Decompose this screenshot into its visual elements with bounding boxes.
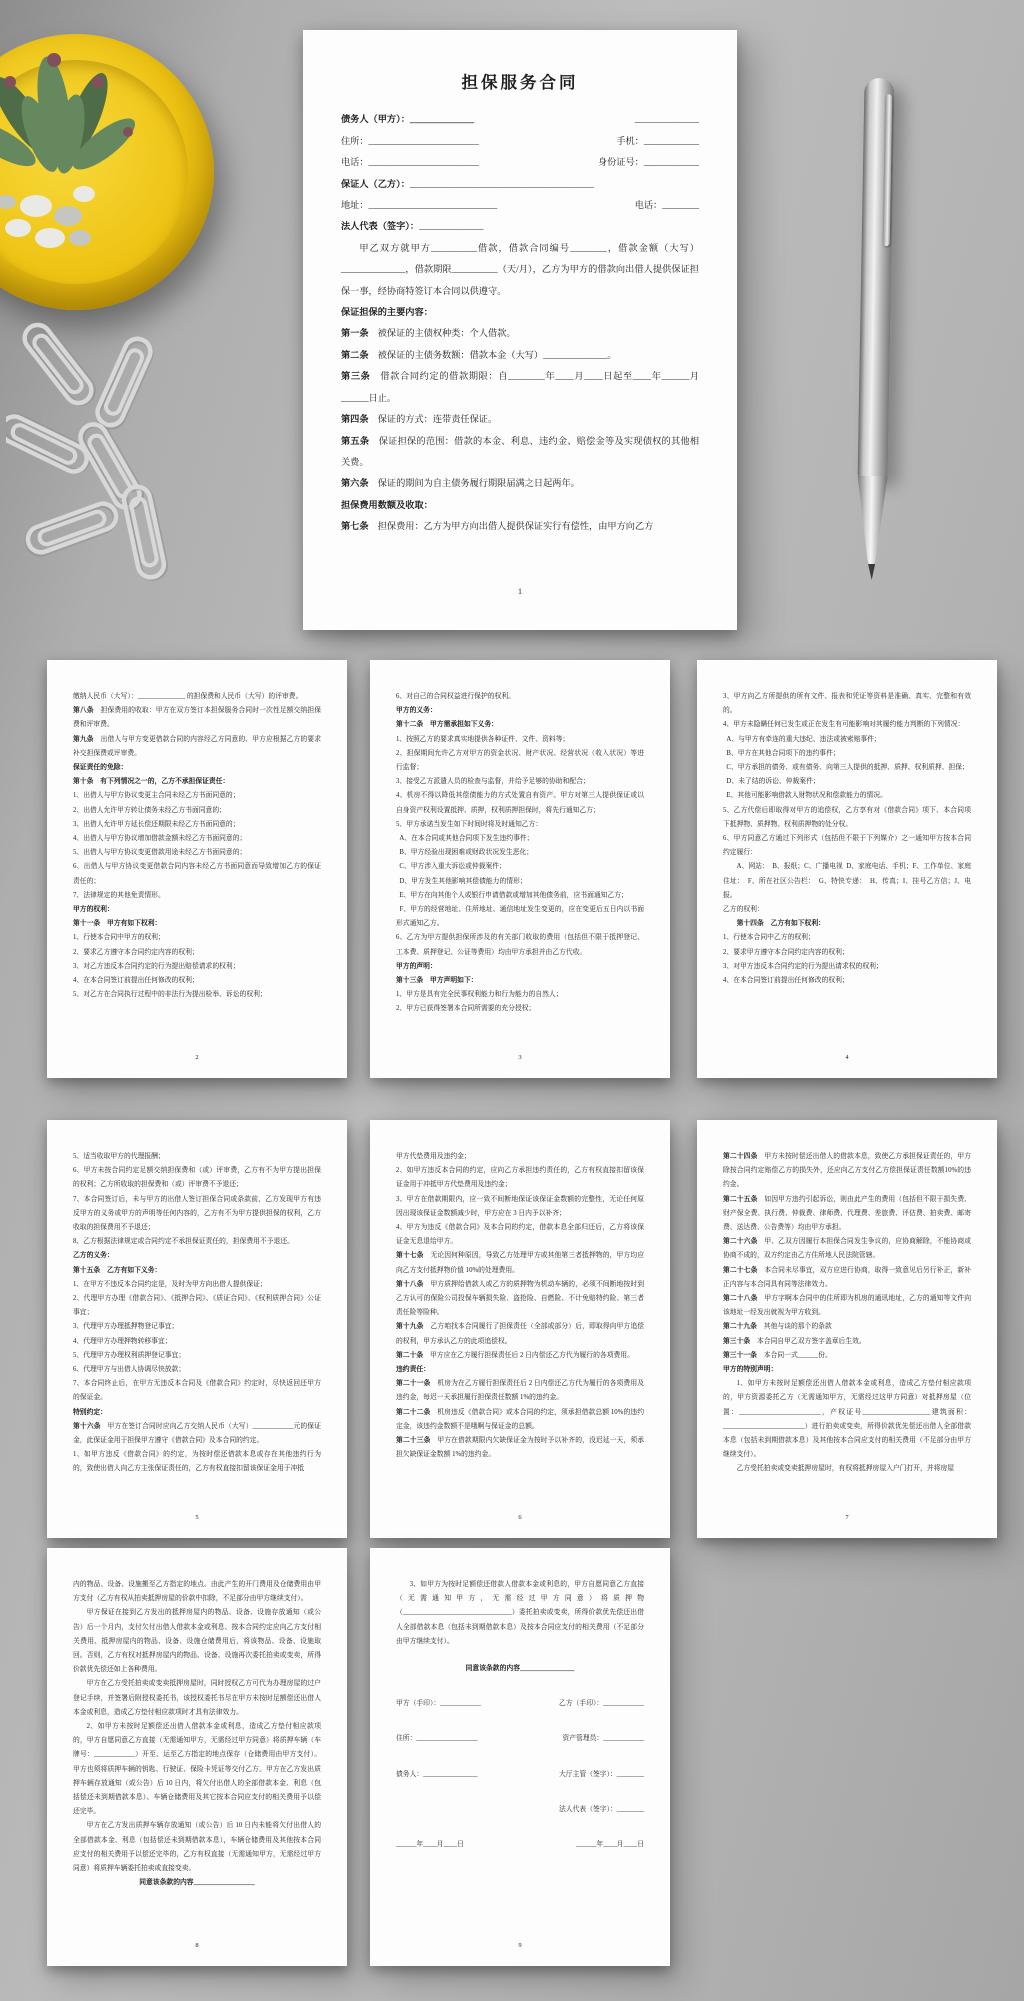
doc-line: 1、出借人与甲方协议变更主合同未经乙方书面同意的； [73, 792, 240, 800]
doc-line: 同意该条款的内容________________ [465, 1665, 575, 1673]
doc-line: D、甲方发生其他影响其偿债能力的情形； [396, 877, 527, 885]
doc-line: 第二十七条 本合同未尽事宜，双方应进行协商，取得一致意见后另行补正，新补正内容与本合同具有同等法律效力。 [723, 1266, 972, 1288]
contract-page-3 [370, 660, 670, 1078]
page-number: 7 [845, 1513, 849, 1521]
doc-line: 4、在本合同签订前提出任何修改的权利； [73, 977, 199, 985]
doc-line: 1、按照乙方的要求真实地提供各种证件、文件、资料等； [396, 735, 570, 743]
doc-line: 7、法律规定的其他免责情形。 [73, 891, 165, 899]
doc-line: 法人代表（签字）：________ [559, 1805, 644, 1813]
doc-line: 1、甲方是具有完全民事权利能力和行为能力的自然人； [396, 991, 563, 999]
doc-line: 第二十五条 如因甲方违约引起诉讼，则由此产生的费用（包括但不限于损失费、财产保全费、执行费、仲裁费、律师费、代理费、差旅费、评估费、拍卖费、邮寄费、送达费、公告费等）均由甲方承担。 [723, 1195, 972, 1232]
doc-line: ______年____月____日 ______年____月____日 [396, 1841, 644, 1849]
page-body [396, 690, 644, 1017]
doc-line: 第二十四条 甲方未按时偿还出借人的借款本息，致使乙方承担保证责任的，甲方除按合同约定赔偿乙方的损失外，还应向乙方支付乙方偿担保证责任数额10%的违约金。 [723, 1153, 972, 1189]
page-body [341, 109, 699, 537]
doc-line: 法人代表（签字）：______________ [341, 221, 484, 232]
doc-line: A、网站： B、报纸；C、广播电视 D、家庭电话、手机；F、工作单位、家庭住址： F、所在社区公告栏： G、特快专递： H、传真；I、挂号乙方信；J、电报。 [723, 863, 971, 899]
doc-line: 2、要求乙方遵守本合同约定内容的权利； [73, 948, 199, 956]
doc-line: 甲方的特别声明： [723, 1366, 778, 1374]
doc-line: 第二十一条 机房为在乙方履行担保责任后 2 日内偿还乙方代为履行的各项费用及违约金，每迟一天承担履行担保责任数额 1%的违约金。 [396, 1380, 645, 1402]
contract-page-4 [697, 660, 997, 1078]
doc-line: 5、乙方代偿后即取得对甲方的追偿权，乙方享有对《借款合同》项下、本合同项下抵押物、质押物、权利质押物的处分权。 [723, 806, 971, 828]
doc-line: 第十二条 甲方需承担如下义务： [396, 721, 498, 729]
page-body [73, 1150, 321, 1477]
doc-line: 2、如甲方违反本合同的约定，应向乙方承担违约责任的，乙方有权直接扣留该保证金用于冲抵甲方代垫费用及违约金； [396, 1167, 644, 1189]
doc-line: 3、出借人允许甲方延长偿还期限未经乙方书面同意的； [73, 820, 240, 828]
doc-line: F、甲方的经营地址、住所地址、通信地址发生变更的，应在变更后五日内以书面形式通知乙方。 [396, 906, 644, 928]
doc-line: 内的物品、设备、设施搬至乙方指定的地点。由此产生的开门费用及仓储费用由甲方支付（乙方有权从拍卖抵押房屋的价款中扣除，不足部分由甲方继续支付）。 [73, 1581, 321, 1603]
doc-line: 3、接受乙方派遣人员的检查与监督，并给予足够的协助和配合； [396, 778, 590, 786]
doc-line: 第三十一条 本合同一式______份。 [723, 1351, 832, 1359]
doc-line: 第十八条 甲方质押给借款人或乙方的质押物为机动车辆的，必须不间断地按时到乙方认可的保险公司投保车辆损失险、盗抢险、自燃险、不计免赔特约险、第三者责任险等险种。 [396, 1280, 645, 1317]
doc-line: 第十九条 乙方咱找本合同履行了担保责任（全部或部分）后，即取得向甲方追偿的权利，甲方承认乙方的此项追偿权。 [396, 1323, 645, 1345]
doc-line: B、甲方经验出现困难或财政状况发生恶化； [396, 849, 534, 857]
doc-line: 第七条 担保费用：乙方为甲方向出借人提供保证实行有偿性，由甲方向乙方 [341, 521, 654, 532]
doc-line: 4、在本合同签订前提出任何修改的权利； [723, 977, 849, 985]
doc-line: 第十三条 甲方声明如下： [396, 977, 478, 985]
page-number: 1 [518, 586, 522, 596]
doc-line: 第十四条 乙方有如下权利： [736, 920, 825, 928]
doc-line: 3、对甲方违反本合同约定的行为提出请求权的权利； [723, 962, 883, 970]
doc-line: 乙方受托拍卖或变卖抵押房屋时，有权将抵押房屋入户门打开，并将房屋 [736, 1465, 955, 1473]
doc-line: 3、代理甲方办理抵押物登记事宜； [73, 1323, 179, 1331]
doc-line: B、甲方在其他合同项下的违约事件； [723, 749, 840, 757]
doc-line: 乙方的权利： [723, 906, 764, 914]
doc-line: 第一条 被保证的主债权种类：个人借款。 [341, 328, 516, 339]
doc-line: 第二十条 甲方应在乙方履行担保责任后 2 日内偿还乙方代为履行的各项费用。 [396, 1351, 634, 1359]
doc-line: 电话：________________________ 身份证号：____________ [341, 157, 699, 168]
page-body [723, 690, 971, 988]
doc-line: 保证担保的主要内容： [341, 307, 433, 318]
doc-line: 甲方在乙方发出质押车辆存放通知（或公告）后 10 日内未能将欠付出借人的全部借款本金、利息（包括偿还未到期借款本息），车辆仓储费用及其他按本合同应支付的相关费用予以偿还完毕的，乙方有权直接（无需通知甲方，无需经过甲方同意）将质押车辆委托拍卖或直接变卖。 [73, 1822, 321, 1873]
doc-line: 债务人：________________ 大厅主管（签字）：________ [396, 1770, 644, 1778]
doc-line: C、甲方承担的债务、或有债务、向第三人提供的抵押、质押、权利质押、担保； [723, 764, 969, 772]
page-number: 2 [195, 1053, 199, 1061]
doc-line: C、甲方涉入重大诉讼或仲裁案件； [396, 863, 506, 871]
doc-line: 特别约定： [73, 1408, 107, 1416]
doc-line: D、未了结的诉讼、仲裁案件； [723, 778, 820, 786]
doc-line: 3、如甲方为按时足额偿还借款人借款本金或利息的，甲方自愿同意乙方直接（无需通知甲方，无需经过甲方同意）将质押物（________________________________）委托拍卖或变卖，所得价款优先偿还出借人全部借款本息（包括未到期借款本息）及按本合同应支付的相关费用（不足部分由甲方继续支付）。 [396, 1581, 644, 1645]
doc-line: 住所：________________________ 手机：____________ [341, 135, 699, 146]
doc-line: 第二十六条 甲、乙双方因履行本担保合同发生争议的，应协商解除，不能协商或协商不成的，双方约定由乙方住所地人民法院管辖。 [723, 1238, 972, 1260]
doc-line: 第八条 担保费用的收取：甲方在双方签订本担保服务合同时一次性足额交纳担保费和评审费。 [73, 707, 322, 729]
doc-line: 保证人（乙方）：________________________________________ [341, 178, 594, 189]
doc-line: 第二十二条 机房违反《借款合同》或本合同的约定，须承担借款总额 10%的违约定金，该违约金数额不是哦啊与保证金的总额。 [396, 1408, 644, 1430]
doc-line: 5、对乙方在合同执行过程中的非法行为提出检举、诉讼的权利； [73, 991, 267, 999]
doc-line: 第二十九条 其他与谈的那个的条款 [723, 1323, 832, 1331]
doc-line: 第十一条 甲方有如下权利： [73, 920, 162, 928]
doc-line: A、与甲方有牵连的重大违纪、违法或被索赔事件； [723, 735, 881, 743]
doc-line: 2、代理甲方办理《借款合同》、《抵押合同》、《质证合同》、《权利质押合同》公证事宜； [73, 1295, 321, 1317]
doc-line: 住所：__________________ 资产管理员：____________ [396, 1735, 644, 1743]
doc-line: 6、代理甲方与出借人协调尽快放款； [73, 1366, 186, 1374]
doc-line: 同意该条款的内容__________________ [139, 1879, 255, 1887]
doc-line: 1、如甲方未按时足额偿还出借人借款本金或利息，造成乙方垫付相应款项的，甲方资源委托乙方（无需通知甲方，无需经过这甲方同意）对抵押房屋（位置：________________________，产权证号____________________建筑面积：________________________）进行拍卖或变卖，所得价款优先偿还出借人全部借款本息（包括未到期借款本息）及其他按本合同应支付的相关费用（不足部分由甲方继续支付）。 [723, 1380, 971, 1459]
doc-line: 甲方代垫费用及违约金； [396, 1153, 471, 1160]
doc-line: 1、行使本合同中甲方的权利； [73, 934, 165, 942]
doc-line: 甲方的义务： [396, 707, 437, 715]
page-number: 4 [845, 1053, 849, 1061]
doc-line: 3、甲方在借款期限内，应一致不间断地保证该保证金数额的完整性，无论任何原因出现该保证金数额减少时，甲方应在 3 日内予以补齐； [396, 1195, 644, 1217]
doc-line: 甲方的权利： [73, 906, 114, 914]
doc-line: 3、对乙方违反本合同约定的行为提出赔偿请求的权利； [73, 962, 240, 970]
doc-line: 第二条 被保证的主债务数额：借款本金（大写）______________。 [341, 349, 617, 360]
page-body [723, 1150, 971, 1477]
doc-line: 甲方的声明： [396, 962, 437, 970]
doc-line: 2、出借人允许甲方转让债务未经乙方书面同意的； [73, 806, 226, 814]
succulent-plant-icon [0, 16, 178, 276]
doc-line: 5、适当收取甲方的代理报酬； [73, 1153, 165, 1160]
doc-line: 甲方保证在接到乙方发出的抵押房屋内的物品、设备、设施存放通知（或公告）后一个月内，支付欠付出借人借款本金或利息、按本合同约定应向乙方支付相关费用、抵押房屋内的物品、设备、设施仓储费用后，将该物品、设备、设施取回。否则，乙方有权对抵押房屋内的物品、设备、设施再次委托拍卖或变卖，所得价款优先偿还如上各种费用。 [73, 1609, 321, 1674]
silver-pen [851, 78, 900, 604]
doc-line: 第九条 出借人与甲方变更借款合同的内容经乙方同意的、甲方应根据乙方的要求补交担保费或评审费。 [73, 735, 322, 757]
doc-line: 保证责任的免除： [73, 764, 128, 772]
contract-page-6 [370, 1120, 670, 1538]
doc-line: 4、甲方为违反《借款合同》及本合同的约定，借款本息全部归还后，乙方将该保证金无息退给甲方。 [396, 1224, 644, 1246]
doc-line: 第五条 保证担保的范围：借款的本金、利息、违约金、赔偿金等及实现债权的其他相关费。 [341, 435, 700, 467]
contract-page-5 [47, 1120, 347, 1538]
pen-tip [868, 564, 875, 580]
doc-line: 第十条 有下列情况之一的，乙方不承担保证责任： [73, 778, 230, 786]
doc-line: 第六条 保证的期间为自主债务履行期限届满之日起两年。 [341, 478, 580, 489]
doc-line: 第三条 借款合同约定的借款期限：自________年____月____日起至____年______月______日止。 [341, 371, 700, 403]
contract-page-2 [47, 660, 347, 1078]
doc-line: 违约责任： [396, 1366, 430, 1374]
page-number: 6 [518, 1513, 522, 1521]
doc-line: 2、甲方已获得签署本合同所需要的充分授权； [396, 1005, 536, 1013]
doc-line: 第十七条 无论因何种原因，导致乙方处理甲方或其他第三者抵押物的，甲方均应向乙方支付抵押物价值 10%的处理费用。 [396, 1252, 645, 1274]
contract-page-8 [47, 1548, 347, 1966]
doc-line: 1、在甲方不违反本合同约定是，及时为甲方向出借人提供保证； [73, 1280, 267, 1288]
page-body [396, 1150, 644, 1462]
page-body [73, 1578, 321, 1890]
doc-line: 地址：____________________________ 电话：________ [341, 200, 699, 211]
doc-line: 4、甲方未隐瞒任何已发生或正在发生有可能影响对其履约能力判断的下列情况： [723, 721, 965, 729]
contract-page-7 [697, 1120, 997, 1538]
doc-line: E、其他可能影响借款人财物状况和偿款能力的情况。 [723, 792, 887, 800]
page-title: 担保服务合同 [461, 73, 579, 92]
doc-line: E、甲方在向其他个人或银行申请借款或增加其他债务前，应书面通知乙方； [396, 891, 628, 899]
doc-line: 5、出借人与甲方协议变更借款用途未经乙方书面同意的； [73, 849, 247, 857]
doc-line: 5、甲方承诺当发生如下时间时将及时通知乙方： [396, 820, 543, 828]
page-number: 9 [518, 1941, 522, 1949]
doc-line: 5、代理甲方办理权利质押登记事宜； [73, 1351, 186, 1359]
doc-line: 乙方的义务： [73, 1252, 114, 1260]
doc-line: 4、机房不得以降低其偿债能力的方式处置自有资产。甲方对第三人提供保证或以自身资产权利设置抵押、质押，权利质押担保时，将先行通知乙方； [396, 792, 644, 814]
doc-line: 4、出借人与甲方协议增加借款金额未经乙方书面同意的； [73, 835, 247, 843]
page-body [73, 690, 321, 1002]
doc-line: 第二十八条 甲方字啊本合同中的住所即为机房的通讯地址，乙方的通知等文件向该地址一经发出就视为甲方收到。 [723, 1295, 972, 1317]
doc-line: 甲方在乙方受托拍卖或变卖抵押房屋时，同时授权乙方可代为办理房屋的过户登记手续，并签署后附授权委托书，该授权委托书尽在甲方未按时足额偿还出借人本金或利息，造成乙方垫付相应款项时才具有法律效力。 [73, 1680, 321, 1716]
doc-line: 1、如甲方违反《借款合同》的约定，为按时偿还借款本息或存在其他违约行为的，致使出借人向乙方主张保证责任的，乙方有权直接扣留该保证金用于冲抵 [73, 1451, 321, 1473]
doc-line: 2、如甲方未按时足额偿还出借人借款本金或利息，造成乙方垫付相应款项的，甲方自愿同意乙方直接（无需通知甲方，无需经过甲方同意）将质押车辆（车牌号：____________）开至、运至乙方指定的地点保存（仓储费用由甲方支付）。甲方也须将质押车辆的钥匙、行驶证、保险卡凭证等交付乙方。甲方在乙方发出质押车辆存放通知（或公告）后 10 日内，将欠付出借人的全部借款本金、利息（包括偿还未到期借款本息）、车辆仓储费用及其它按本合同应支付的相关费用予以偿还完毕。 [73, 1723, 321, 1816]
doc-line: 3、甲方向乙方所提供的所有文件、报表和凭证等资料是准确、真实、完整和有效的。 [723, 693, 971, 715]
contract-page-9 [370, 1548, 670, 1966]
pen-nose-cone [856, 476, 888, 573]
doc-line: 7、本合同终止后，在甲方无违反本合同及《借款合同》约定时，尽快返回还甲方的保证金。 [73, 1380, 321, 1402]
doc-line: 6、乙方为甲方提供担保所涉及的有关部门收取的费用（包括但不限于抵押登记、工本费、质押登记、公证等费用）均由甲方承担并由乙方代收。 [396, 934, 644, 956]
doc-line: 7、本合同签订后，未与甲方的出借人签订担保合同或条款前，乙方发现甲方有违反甲方的义务或甲方的声明等任何内容的，乙方有不为甲方提供担保的权利，乙方收取的担保费用不予退还； [73, 1195, 321, 1232]
doc-line: 第二十三条 甲方在借款期限内欠缺保证金为按时予以补齐的，没迟延一天，须承担欠缺保证金数额 1%的违约金。 [396, 1437, 645, 1459]
doc-line: 6、甲方未按合同约定足额交纳担保费和（或）评审费，乙方有不为甲方提出担保的权利；乙方所收取的担保费和（或）评审费不予退还； [73, 1167, 321, 1189]
paper-clips-icon [6, 316, 196, 586]
doc-line: 缴纳人民币（大写）：______________ 的担保费和人民币（大写）的评审费。 [73, 693, 303, 700]
doc-line: 第三十条 本合同自甲乙双方签字盖章后生效。 [723, 1337, 866, 1345]
page-body [396, 1578, 644, 1852]
doc-line: 1、行使本合同中乙方的权利； [723, 934, 815, 942]
doc-line: 2、担保期间允许乙方对甲方的资金状况、财产状况、经营状况（收入状况）等进行监督； [396, 749, 644, 772]
doc-line: 第十六条 甲方在签订合同时应向乙方交纳人民币（大写）____________元的保证金，此保证金用于担保甲方遵守《借款合同》及本合同的约定。 [73, 1422, 322, 1445]
doc-line: 4、代理甲方办理押物转移事宜； [73, 1337, 172, 1345]
doc-line: 6、甲方同意乙方通过下列形式（包括但不限于下列媒介）之一通知甲方按本合同约定履行： [723, 835, 971, 857]
doc-line: 第十五条 乙方有如下义务： [73, 1266, 162, 1274]
doc-line: 6、对自己的合同权益进行保护的权利。 [396, 693, 515, 700]
doc-line: 2、要求甲方遵守本合同约定内容的权利； [723, 948, 849, 956]
page-number: 5 [195, 1513, 199, 1521]
contract-page-1 [303, 30, 737, 630]
doc-line: A、在本合同或其他合同项下发生违约事件； [396, 835, 534, 843]
doc-line: 担保费用数额及收取： [341, 499, 433, 510]
doc-line: 债务人（甲方）：______________ ______________ [341, 114, 699, 125]
doc-line: 甲乙双方就甲方__________借款，借款合同编号________，借款金额（大写）______________，借款期限__________（天/月），乙方为甲方的借款向出借人提供保证担保一事，经协商特签订本合同以供遵守。 [341, 242, 699, 296]
doc-line: 甲方（手印）：____________ 乙方（手印）：____________ [396, 1700, 644, 1708]
page-number: 3 [518, 1053, 522, 1061]
doc-line: 第四条 保证的方式：连带责任保证。 [341, 414, 498, 425]
page-number: 8 [195, 1941, 199, 1949]
doc-line: 6、出借人与甲方协议变更借款合同内容未经乙方书面同意而导致增加乙方的保证责任的； [73, 863, 321, 885]
doc-line: 8、乙方根据法律规定或合同约定不承担保证责任的，担保费用不予退还。 [73, 1238, 294, 1246]
